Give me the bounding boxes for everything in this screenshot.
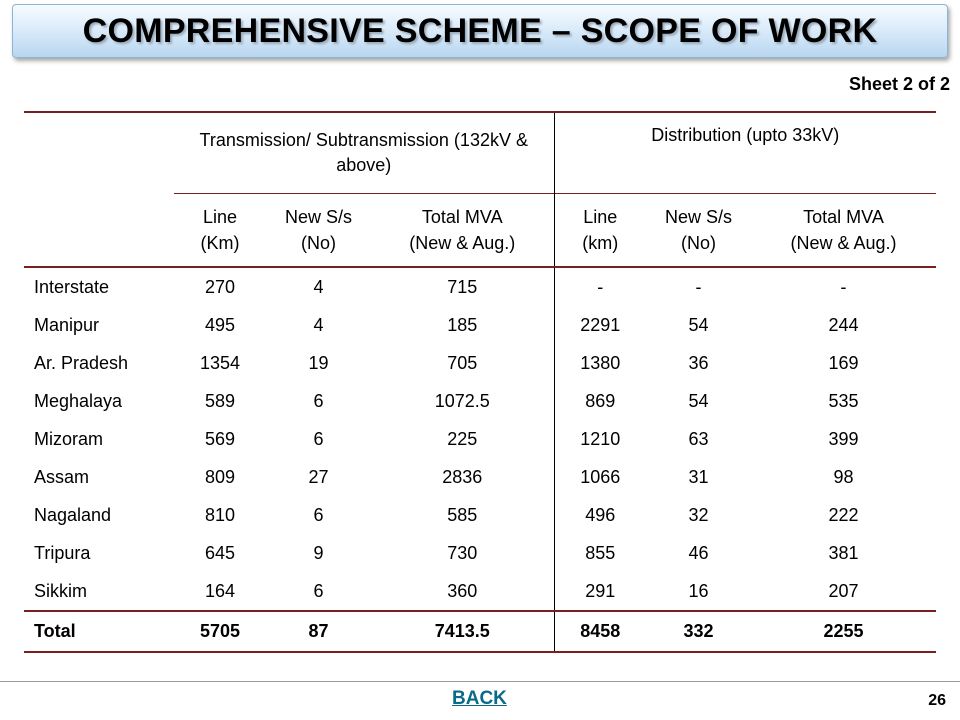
state-cell: Meghalaya [34, 390, 123, 411]
page-title: COMPREHENSIVE SCHEME – SCOPE OF WORK [82, 11, 878, 50]
col-header-dx-line-l2: (km) [582, 233, 619, 253]
value-cell: 98 [833, 466, 854, 487]
value-cell: 399 [828, 428, 859, 449]
value-cell: 54 [688, 390, 709, 411]
value-cell: 244 [828, 314, 859, 335]
value-cell: 169 [828, 352, 859, 373]
value-cell: 54 [688, 314, 709, 335]
value-cell: 645 [204, 542, 236, 563]
back-link[interactable]: BACK [452, 688, 507, 709]
total-label-cell: Total [24, 611, 174, 652]
value-cell: 19 [308, 352, 329, 373]
value-cell: 585 [447, 504, 478, 525]
value-cell: 9 [313, 542, 324, 563]
value-cell: 730 [447, 542, 478, 563]
state-cell: Manipur [34, 314, 100, 335]
table-row [24, 572, 936, 611]
corner-cell [24, 112, 174, 194]
value-cell: 36 [688, 352, 709, 373]
value-cell: 6 [313, 390, 324, 411]
col-header-tx-line [174, 194, 266, 268]
value-cell: 4 [313, 314, 324, 335]
table-row [24, 420, 936, 458]
value-cell: 869 [554, 382, 646, 420]
corner-cell-lower [24, 194, 174, 268]
value-cell: 164 [204, 580, 236, 601]
table-row [24, 306, 936, 344]
col-header-tx-mva-l1: Total MVA [421, 207, 503, 227]
value-cell: 589 [204, 390, 236, 411]
total-value-cell: 5705 [174, 611, 266, 652]
value-cell: 207 [828, 580, 859, 601]
value-cell: 496 [554, 496, 646, 534]
table-body [24, 267, 936, 652]
state-cell: Ar. Pradesh [34, 352, 129, 373]
value-cell: 855 [554, 534, 646, 572]
value-cell: 809 [204, 466, 236, 487]
value-cell: 31 [688, 466, 709, 487]
state-cell: Sikkim [34, 580, 87, 601]
group-header-distribution-label: Distribution (upto 33kV) [651, 125, 840, 145]
col-header-dx-mva-l2: (New & Aug.) [790, 233, 897, 253]
col-header-dx-line [554, 194, 646, 268]
sheet-label: Sheet 2 of 2 [848, 74, 950, 94]
col-header-tx-line-l1: Line [202, 207, 238, 227]
total-row [24, 611, 936, 652]
group-header-transmission-label: Transmission/ Subtransmission (132kV & above) [199, 130, 528, 175]
state-cell: Interstate [24, 267, 174, 306]
table-row [24, 382, 936, 420]
value-cell: 705 [447, 352, 478, 373]
value-cell: - [646, 267, 751, 306]
value-cell: 1072.5 [434, 390, 490, 411]
value-cell: 1380 [554, 344, 646, 382]
col-header-tx-substations-l2: (No) [301, 233, 336, 253]
value-cell: 6 [313, 504, 324, 525]
col-header-dx-mva [751, 194, 936, 268]
total-value-cell: 332 [646, 611, 751, 652]
footer-divider [0, 681, 960, 682]
state-cell: Assam [34, 466, 90, 487]
total-value-cell: 2255 [751, 611, 936, 652]
value-cell: 360 [447, 580, 478, 601]
value-cell: 225 [447, 428, 478, 449]
value-cell: - [554, 267, 646, 306]
col-header-dx-substations-l2: (No) [681, 233, 716, 253]
value-cell: 6 [313, 580, 324, 601]
value-cell: 32 [688, 504, 709, 525]
total-value-cell: 7413.5 [371, 611, 554, 652]
col-header-tx-substations-l1: New S/s [284, 207, 353, 227]
value-cell: 1354 [199, 352, 241, 373]
value-cell: 6 [313, 428, 324, 449]
col-header-tx-mva-l2: (New & Aug.) [409, 233, 516, 253]
page-number: 26 [928, 692, 946, 709]
table-row [24, 534, 936, 572]
col-header-dx-substations [646, 194, 751, 268]
col-header-tx-mva [371, 194, 554, 268]
value-cell: 1066 [554, 458, 646, 496]
value-cell: 16 [688, 580, 709, 601]
col-header-dx-substations-l1: New S/s [664, 207, 733, 227]
value-cell: 185 [447, 314, 478, 335]
table-row [24, 458, 936, 496]
col-header-dx-mva-l1: Total MVA [803, 207, 884, 227]
table-row [24, 344, 936, 382]
value-cell: 810 [204, 504, 236, 525]
value-cell: 4 [266, 267, 371, 306]
value-cell: 569 [204, 428, 236, 449]
value-cell: 381 [828, 542, 859, 563]
title-banner [12, 4, 948, 58]
value-cell: 291 [554, 572, 646, 611]
total-value-cell: 87 [266, 611, 371, 652]
value-cell: 63 [688, 428, 709, 449]
col-header-tx-substations [266, 194, 371, 268]
value-cell: 495 [204, 314, 236, 335]
value-cell: 222 [828, 504, 859, 525]
value-cell: 2291 [554, 306, 646, 344]
col-header-tx-line-l2: (Km) [200, 233, 240, 253]
col-header-dx-line-l1: Line [583, 207, 618, 227]
value-cell: 715 [371, 267, 554, 306]
state-cell: Mizoram [34, 428, 104, 449]
value-cell: 535 [828, 390, 859, 411]
total-value-cell: 8458 [554, 611, 646, 652]
state-cell: Nagaland [34, 504, 112, 525]
value-cell: 2836 [442, 466, 483, 487]
group-header-distribution [554, 112, 936, 194]
group-header-transmission [174, 112, 554, 194]
table-row [24, 267, 936, 306]
value-cell: - [751, 267, 936, 306]
table-row [24, 496, 936, 534]
scope-of-work-table [24, 111, 936, 653]
value-cell: 46 [688, 542, 709, 563]
state-cell: Tripura [34, 542, 91, 563]
value-cell: 27 [308, 466, 329, 487]
value-cell: 1210 [554, 420, 646, 458]
value-cell: 270 [174, 267, 266, 306]
